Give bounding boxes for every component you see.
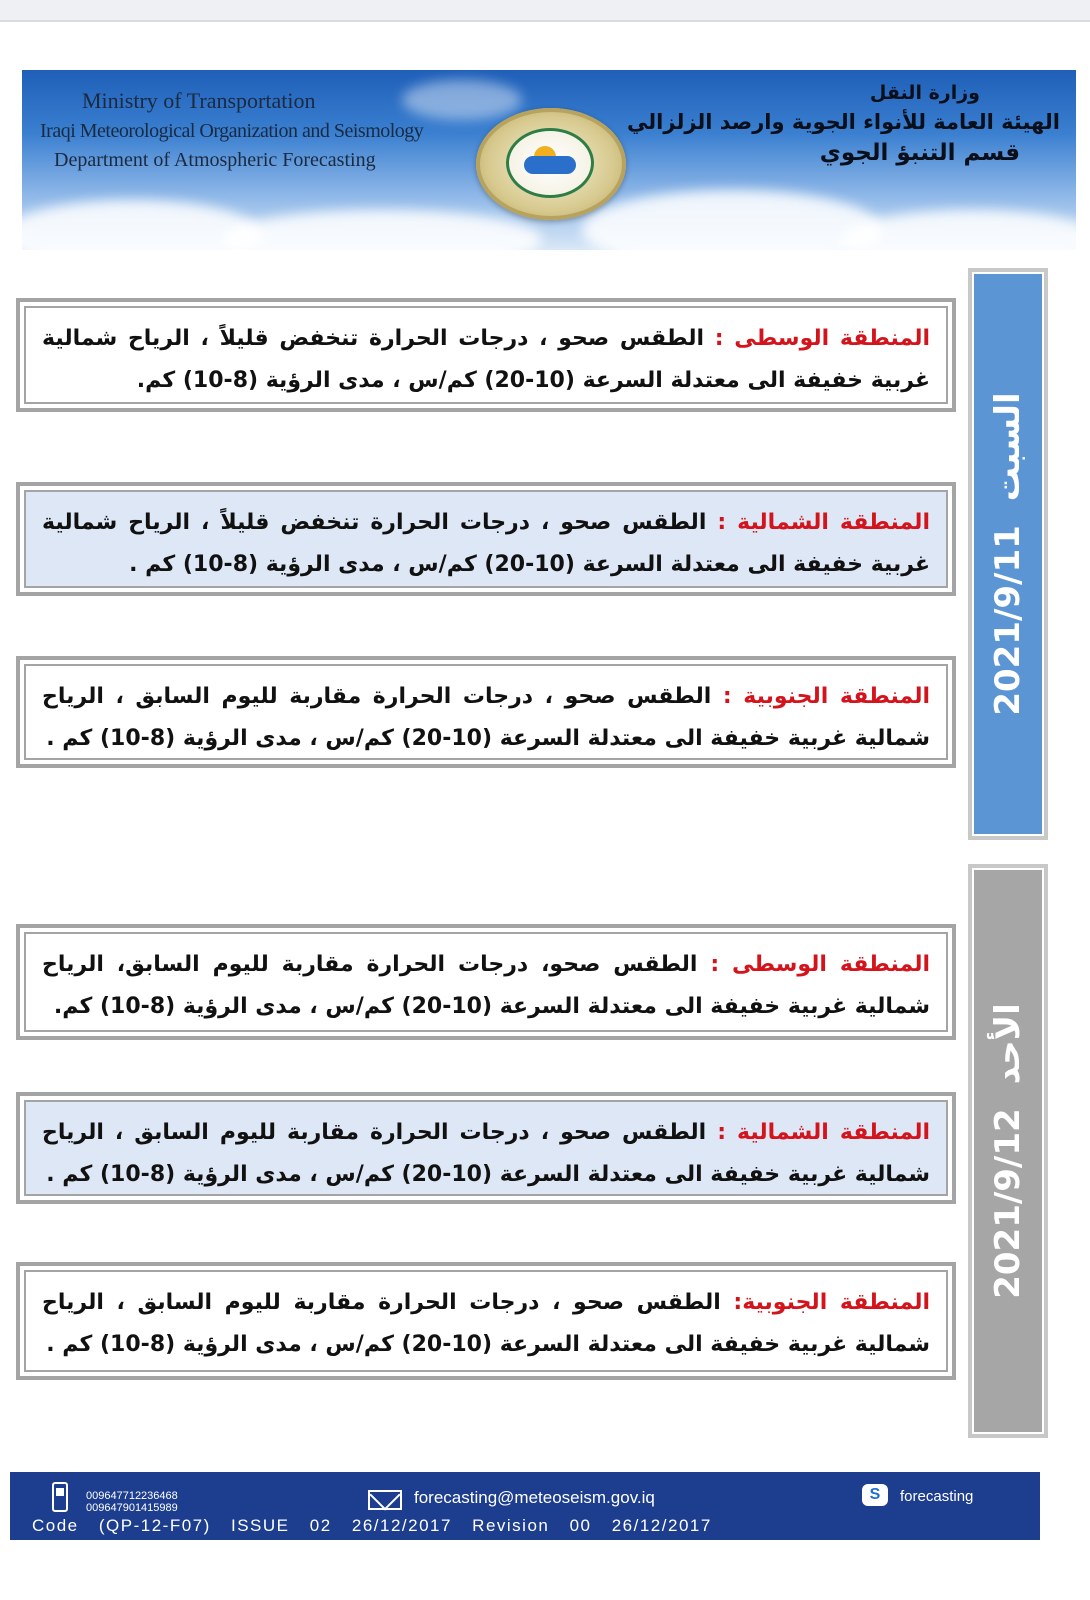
cloud-shape	[222, 210, 542, 250]
date-bar-day2	[968, 864, 1048, 1438]
cloud-shape	[842, 210, 1076, 250]
forecast-text: الطقس صحو ، درجات الحرارة مقاربة لليوم السابق ، الرياح شمالية غربية خفيفة الى معتدلة السرعة (10-20) كم/س ، مدى الرؤية (8-10) كم .	[42, 1120, 930, 1187]
region-name: المنطقة الشمالية :	[717, 510, 930, 535]
organization-name-ar: الهيئة العامة للأنواء الجوية وارصد الزلزالي	[627, 110, 1060, 134]
forecast-box-day2-south	[16, 1262, 956, 1380]
region-name: المنطقة الشمالية :	[717, 1120, 930, 1145]
cloud-icon	[524, 156, 576, 174]
arabic-header	[627, 82, 1060, 166]
organization-name-en: Iraqi Meteorological Organization and Seismology	[40, 120, 424, 142]
english-header	[40, 88, 423, 172]
document-code: Code (QP-12-F07) ISSUE 02 26/12/2017 Revision 00 26/12/2017	[32, 1516, 712, 1535]
forecast-text: الطقس صحو ، درجات الحرارة مقاربة لليوم السابق ، الرياح شمالية غربية خفيفة الى معتدلة السرعة (10-20) كم/س ، مدى الرؤية (8-10) كم .	[42, 684, 930, 751]
ministry-name-ar: وزارة النقل	[869, 82, 980, 104]
forecast-box-day1-north	[16, 482, 956, 596]
date-label	[988, 1003, 1028, 1299]
mail-icon	[368, 1490, 402, 1510]
date-bar-day1	[968, 268, 1048, 840]
forecast-box-day1-south	[16, 656, 956, 768]
footer-bar	[10, 1472, 1040, 1540]
ministry-name-en: Ministry of Transportation	[82, 88, 316, 113]
header-banner	[22, 70, 1076, 250]
cloud-shape	[582, 190, 882, 250]
seal-inner	[506, 128, 594, 198]
forecast-box-day2-north	[16, 1092, 956, 1204]
date-label	[988, 392, 1028, 715]
date-value: 2021/9/11	[988, 525, 1028, 716]
region-name: المنطقة الجنوبية :	[722, 684, 930, 709]
day-name: الأحد	[988, 1003, 1028, 1085]
phone-numbers	[86, 1490, 178, 1514]
organization-seal-icon	[476, 108, 626, 220]
forecast-text: الطقس صحو ، درجات الحرارة تنخفض قليلاً ، الرياح شمالية غربية خفيفة الى معتدلة السرعة (10-20) كم/س ، مدى الرؤية (8-10) كم .	[42, 510, 930, 577]
region-name: المنطقة الوسطى :	[710, 952, 931, 977]
top-strip	[0, 0, 1090, 22]
day-name: السبت	[988, 392, 1028, 502]
forecast-box-day1-central	[16, 298, 956, 412]
region-name: المنطقة الوسطى :	[714, 326, 931, 351]
forecast-box-day2-central	[16, 924, 956, 1040]
phone-icon	[52, 1482, 68, 1512]
region-name: المنطقة الجنوبية:	[733, 1290, 931, 1315]
department-name-ar: قسم التنبؤ الجوي	[819, 140, 1020, 166]
date-value: 2021/9/12	[988, 1108, 1028, 1299]
forecast-text: الطقس صحو ، درجات الحرارة مقاربة لليوم السابق ، الرياح شمالية غربية خفيفة الى معتدلة السرعة (10-20) كم/س ، مدى الرؤية (8-10) كم .	[42, 1290, 930, 1357]
forecast-text: الطقس صحو، درجات الحرارة مقاربة لليوم السابق، الرياح شمالية غربية خفيفة الى معتدلة السرعة (10-20) كم/س ، مدى الرؤية (8-10) كم.	[42, 952, 930, 1019]
department-name-en: Department of Atmospheric Forecasting	[54, 149, 376, 171]
skype-link[interactable]: forecasting	[900, 1488, 974, 1505]
phone-number-1: 009647712236468	[86, 1490, 178, 1502]
skype-icon: S	[862, 1484, 888, 1506]
forecast-text: الطقس صحو ، درجات الحرارة تنخفض قليلاً ، الرياح شمالية غربية خفيفة الى معتدلة السرعة (10-20) كم/س ، مدى الرؤية (8-10) كم.	[42, 326, 930, 393]
phone-number-2: 009647901415989	[86, 1502, 178, 1514]
email-link[interactable]: forecasting@meteoseism.gov.iq	[414, 1488, 655, 1507]
